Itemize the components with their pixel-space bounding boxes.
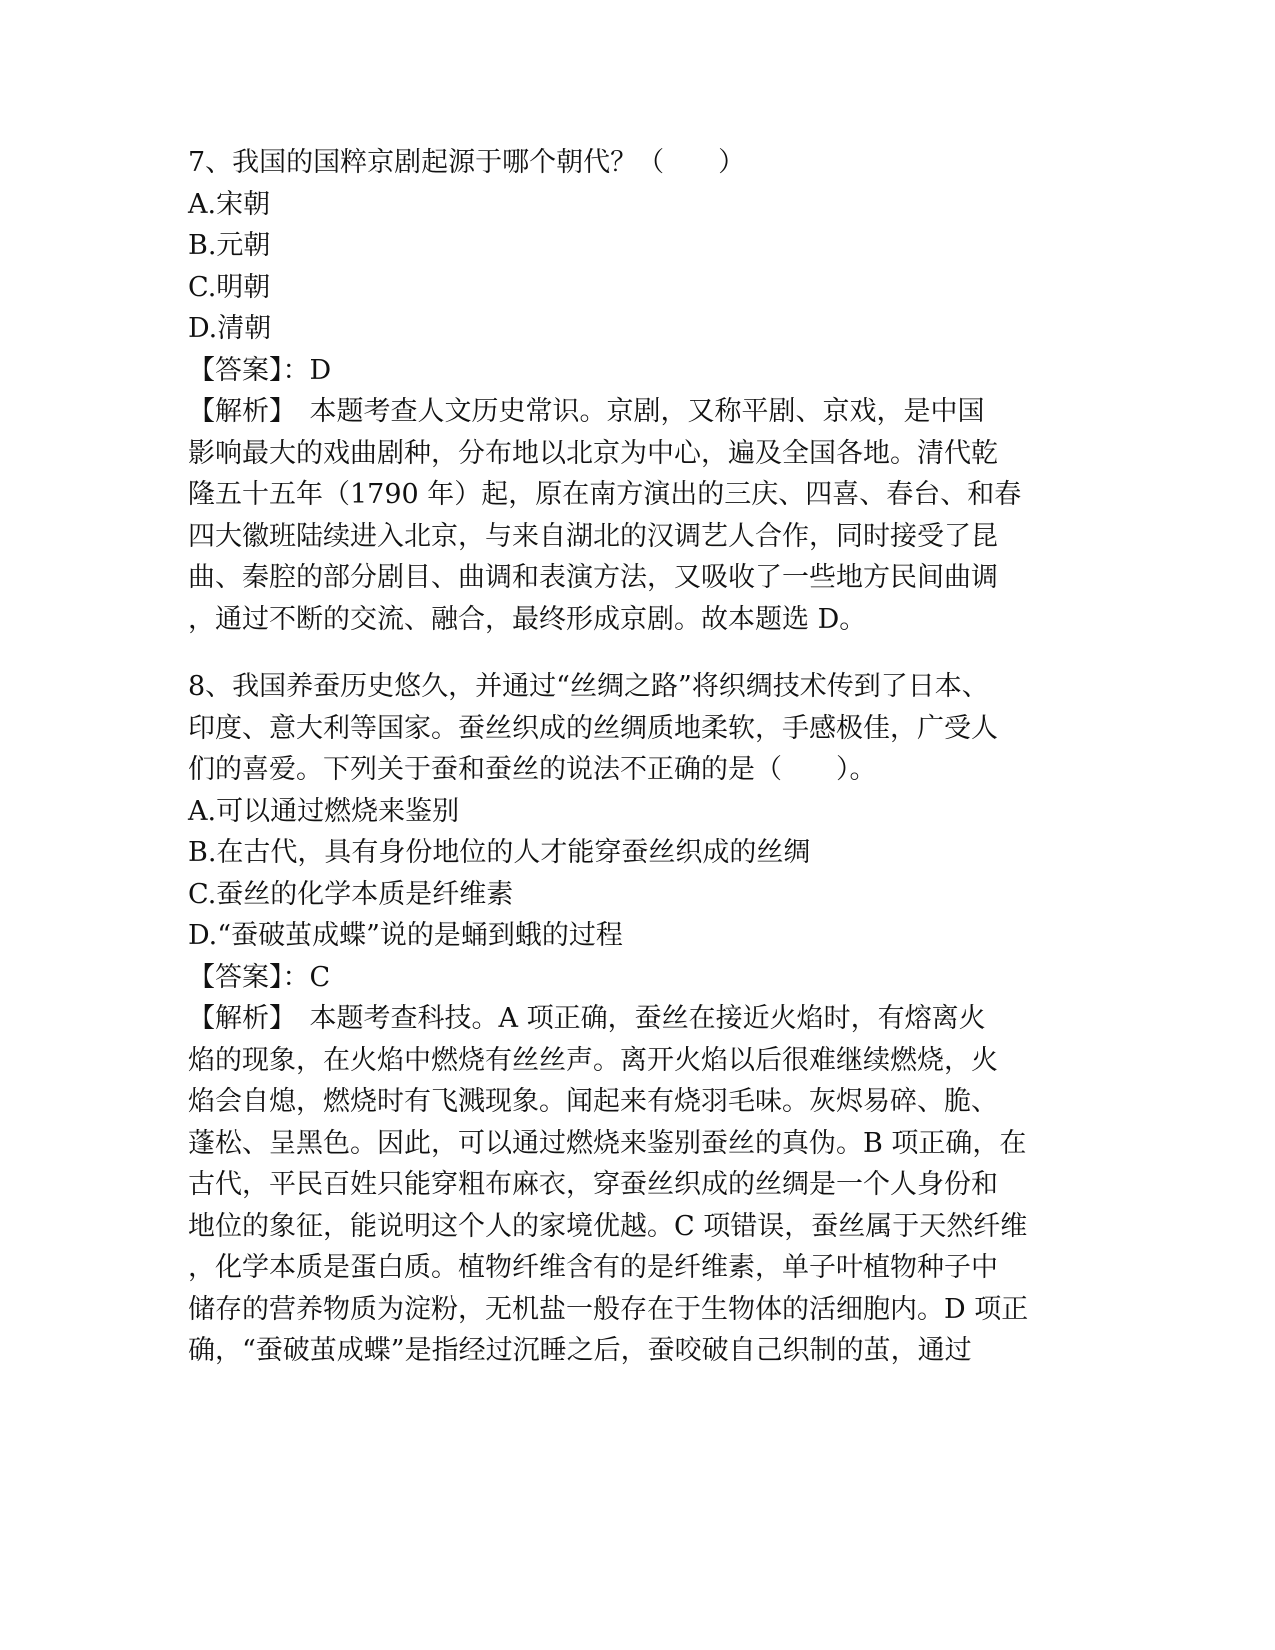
analysis-line: 曲、秦腔的部分剧目、曲调和表演方法，又吸收了一些地方民间曲调: [188, 562, 998, 593]
question-stem: 印度、意大利等国家。蚕丝织成的丝绸质地柔软，手感极佳，广受人: [188, 712, 998, 744]
option-d: D.清朝: [188, 313, 272, 344]
option-d: D.“蚕破茧成蝶”说的是蛹到蛾的过程: [188, 920, 623, 951]
answer-line: 【答案】：D: [188, 354, 332, 386]
analysis-line: 【解析】 本题考查科技。A 项正确，蚕丝在接近火焰时，有熔离火: [188, 1003, 986, 1034]
analysis-line: 四大徽班陆续进入北京，与来自湖北的汉调艺人合作，同时接受了昆: [188, 520, 998, 552]
option-c: C.明朝: [188, 271, 271, 303]
question-8: [188, 666, 1088, 1372]
option-b: B.在古代，具有身份地位的人才能穿蚕丝织成的丝绸: [188, 837, 811, 868]
question-spacer: [188, 640, 1088, 666]
question-stem: 们的喜爱。下列关于蚕和蚕丝的说法不正确的是（ ）。: [188, 754, 877, 785]
analysis-line: 蓬松、呈黑色。因此，可以通过燃烧来鉴别蚕丝的真伪。B 项正确，在: [188, 1127, 1027, 1159]
analysis-line: 【解析】 本题考查人文历史常识。京剧，又称平剧、京戏，是中国: [188, 396, 985, 427]
analysis-line: 储存的营养物质为淀粉，无机盐一般存在于生物体的活细胞内。D 项正: [188, 1293, 1029, 1325]
analysis-line: 焰会自熄，燃烧时有飞溅现象。闻起来有烧羽毛味。灰烬易碎、脆、: [188, 1086, 998, 1117]
analysis-line: 焰的现象，在火焰中燃烧有丝丝声。离开火焰以后很难继续燃烧，火: [188, 1044, 998, 1076]
analysis-line: ，化学本质是蛋白质。植物纤维含有的是纤维素，单子叶植物种子中: [188, 1252, 998, 1283]
analysis-line: ，通过不断的交流、融合，最终形成京剧。故本题选 D。: [188, 603, 867, 635]
question-7: [188, 142, 1088, 640]
analysis-line: 影响最大的戏曲剧种，分布地以北京为中心，遍及全国各地。清代乾: [188, 437, 998, 469]
document-page: [188, 142, 1088, 1372]
question-stem: 8、我国养蚕历史悠久，并通过“丝绸之路”将织绸技术传到了日本、: [188, 671, 989, 702]
option-a: A.可以通过燃烧来鉴别: [188, 795, 460, 827]
analysis-line: 地位的象征，能说明这个人的家境优越。C 项错误，蚕丝属于天然纤维: [188, 1210, 1028, 1242]
analysis-line: 确，“蚕破茧成蝶”是指经过沉睡之后，蚕咬破自己织制的茧，通过: [188, 1335, 972, 1366]
analysis-line: 隆五十五年（1790 年）起，原在南方演出的三庆、四喜、春台、和春: [188, 479, 1022, 510]
answer-line: 【答案】：C: [188, 961, 331, 993]
analysis-line: 古代，平民百姓只能穿粗布麻衣，穿蚕丝织成的丝绸是一个人身份和: [188, 1169, 998, 1200]
option-c: C.蚕丝的化学本质是纤维素: [188, 878, 514, 910]
option-b: B.元朝: [188, 230, 271, 261]
option-a: A.宋朝: [188, 188, 271, 220]
question-stem: 7、我国的国粹京剧起源于哪个朝代？（ ）: [188, 147, 746, 178]
